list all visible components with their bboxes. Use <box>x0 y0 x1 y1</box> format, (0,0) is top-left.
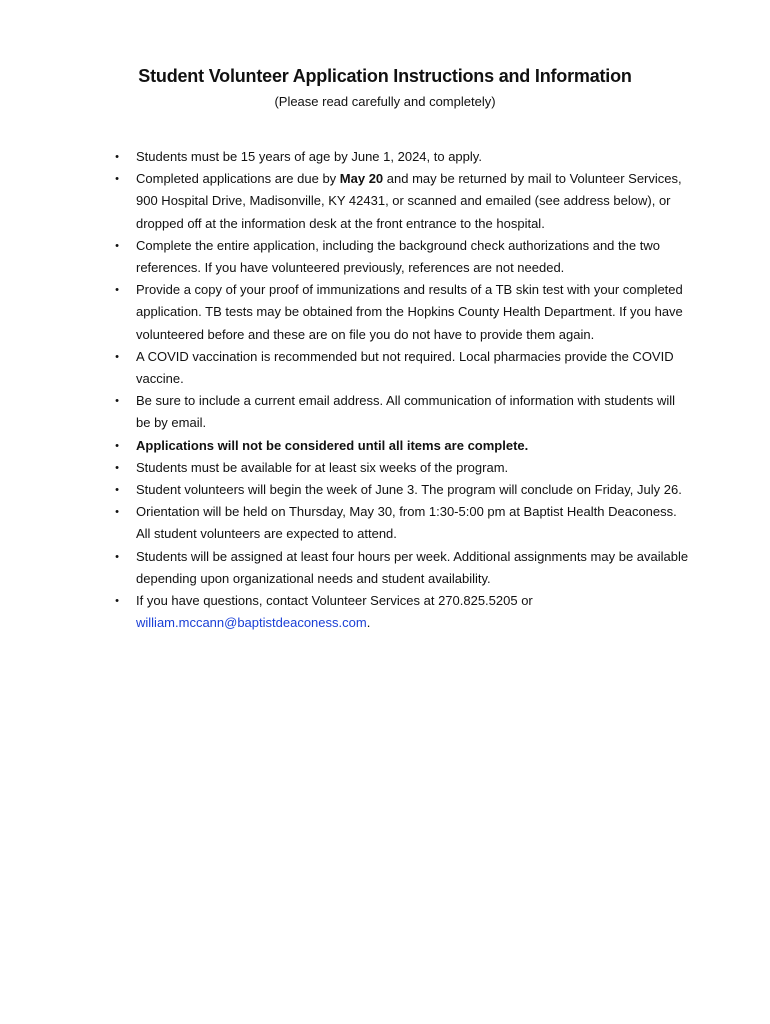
item-text: Students must be available for at least six weeks of the program. <box>136 459 509 475</box>
bullet-icon: • <box>115 595 119 608</box>
item-text: Students must be 15 years of age by June 1, 2024, to apply. <box>136 149 482 164</box>
item-text: Students will be assigned at least four hours per week. Additional assignments may be available depending upon organizational needs and student availability. <box>136 548 689 586</box>
list-item <box>110 479 690 501</box>
bullet-icon: • <box>115 461 119 474</box>
item-text: Orientation will be held on Thursday, May 30, from 1:30-5:00 pm at Baptist Health Deaconess. All student volunteers are expected to attend. <box>136 504 677 542</box>
bullet-icon: • <box>115 151 119 163</box>
bullet-icon: • <box>115 439 119 452</box>
bullet-icon: • <box>115 350 119 363</box>
item-text: A COVID vaccination is recommended but not required. Local pharmacies provide the COVID vaccine. <box>136 348 674 387</box>
list-item <box>110 590 690 634</box>
bullet-icon: • <box>115 506 119 519</box>
bullet-icon: • <box>115 395 119 408</box>
item-text: Be sure to include a current email address. All communication of information with students will be by email. <box>136 393 676 431</box>
page-subtitle: (Please read carefully and completely) <box>274 94 496 109</box>
bullet-icon: • <box>115 284 119 297</box>
due-date-emphasis: May 20 <box>339 171 384 187</box>
list-item <box>110 235 690 279</box>
list-item <box>110 457 690 479</box>
list-item <box>110 279 690 346</box>
bullet-icon: • <box>115 239 119 252</box>
bullet-icon: • <box>115 173 119 186</box>
list-item <box>110 168 690 235</box>
completeness-warning: Applications will not be considered until all items are complete. <box>136 437 529 453</box>
item-text: Student volunteers will begin the week of June 3. The program will conclude on Friday, July 26. <box>136 482 682 498</box>
list-item <box>110 546 690 590</box>
item-text: Provide a copy of your proof of immunizations and results of a TB skin test with your completed application. TB tests may be obtained from the Hopkins County Health Department. If you have volunteered before and these are on file you do not have to provide them again. <box>136 282 683 342</box>
list-item <box>110 501 690 545</box>
instructions-list <box>110 146 690 634</box>
item-text: Complete the entire application, including the background check authorizations and the two references. If you have volunteered previously, references are not needed. <box>136 237 660 276</box>
email-link[interactable]: william.mccann@baptistdeaconess.com <box>136 615 367 631</box>
item-text: and may be returned by mail to Volunteer Services, 900 Hospital Drive, Madisonville, KY 42431, or scanned and emailed (see address below), or dropped off at the information desk at the front entrance to the hospital. <box>136 171 682 231</box>
item-text: Completed applications are due by <box>136 171 340 187</box>
list-item <box>110 390 690 434</box>
list-item <box>110 435 690 457</box>
bullet-icon: • <box>115 484 119 497</box>
list-item <box>110 346 690 390</box>
page-title: Student Volunteer Application Instructions and Information <box>138 66 632 86</box>
list-item <box>110 146 690 168</box>
item-text: . <box>366 615 371 631</box>
bullet-icon: • <box>115 550 119 563</box>
item-text: If you have questions, contact Volunteer Services at 270.825.5205 or <box>136 593 533 609</box>
